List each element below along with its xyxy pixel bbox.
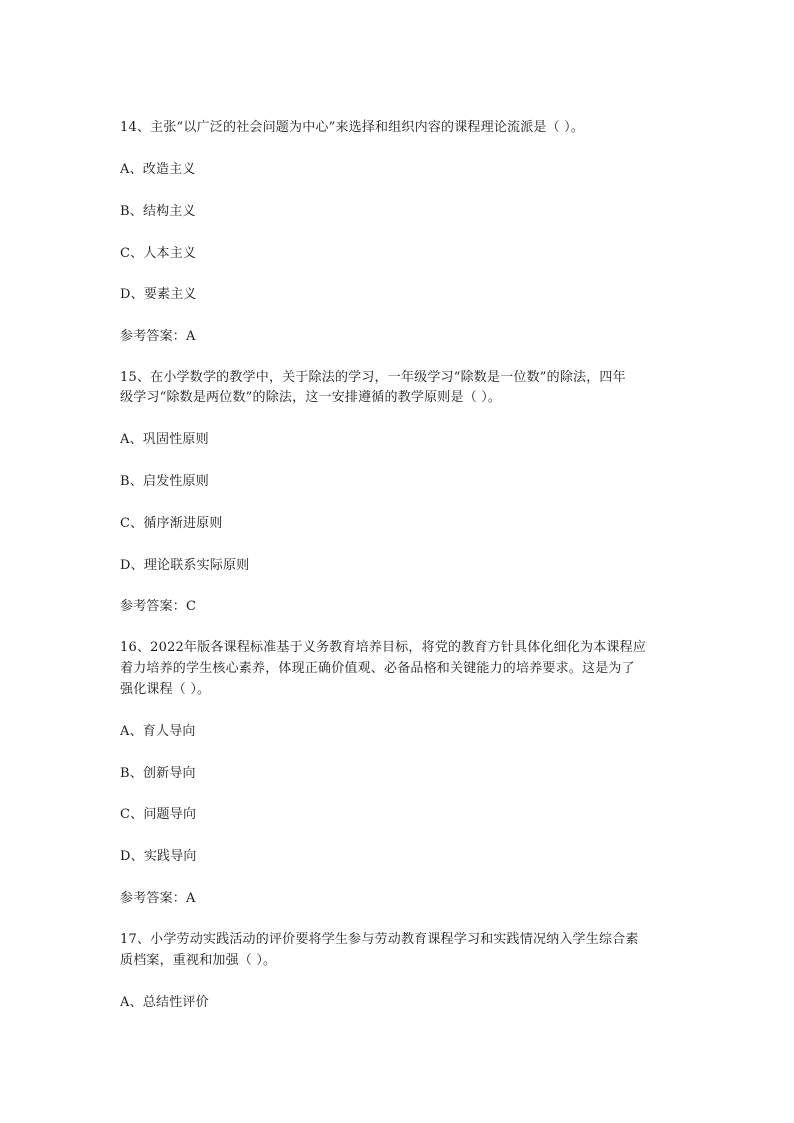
- question-16-option-a: A、育人导向: [120, 724, 196, 739]
- question-16-option-d: D、实践导向: [120, 849, 197, 864]
- question-14-stem: 14、主张“以广泛的社会问题为中心”来选择和组织内容的课程理论流派是（ ）。: [120, 120, 585, 135]
- question-17-stem-line-2: 质档案，重视和加强（ ）。: [120, 953, 277, 968]
- question-14-option-c: C、人本主义: [120, 246, 197, 261]
- question-14-option-d: D、要素主义: [120, 287, 197, 302]
- question-14-option-a: A、改造主义: [120, 162, 196, 177]
- question-15-stem-line-2: 级学习“除数是两位数”的除法，这一安排遵循的教学原则是（ ）。: [120, 390, 502, 405]
- question-15-option-c: C、循序渐进原则: [120, 516, 223, 531]
- question-16-stem-line-3: 强化课程（ ）。: [120, 682, 211, 697]
- question-16-option-b: B、创新导向: [120, 766, 196, 781]
- question-14-option-b: B、结构主义: [120, 204, 196, 219]
- question-16-stem-line-2: 着力培养的学生核心素养，体现正确价值观、必备品格和关键能力的培养要求。这是为了: [120, 661, 635, 676]
- question-15-option-d: D、理论联系实际原则: [120, 558, 250, 573]
- question-15-option-b: B、启发性原则: [120, 474, 209, 489]
- question-15-stem-line-1: 15、在小学数学的教学中，关于除法的学习，一年级学习“除数是一位数”的除法，四年: [120, 370, 626, 385]
- question-16-option-c: C、问题导向: [120, 807, 197, 822]
- question-17-option-a: A、总结性评价: [120, 995, 209, 1010]
- question-16-answer: 参考答案：A: [120, 891, 196, 906]
- question-17-stem-line-1: 17、小学劳动实践活动的评价要将学生参与劳动教育课程学习和实践情况纳入学生综合素: [120, 932, 639, 947]
- question-15-answer: 参考答案：C: [120, 599, 197, 614]
- question-15-option-a: A、巩固性原则: [120, 432, 209, 447]
- question-14-answer: 参考答案：A: [120, 329, 196, 344]
- question-16-stem-line-1: 16、2022年版各课程标准基于义务教育培养目标，将党的教育方针具体化细化为本课程应: [120, 640, 647, 655]
